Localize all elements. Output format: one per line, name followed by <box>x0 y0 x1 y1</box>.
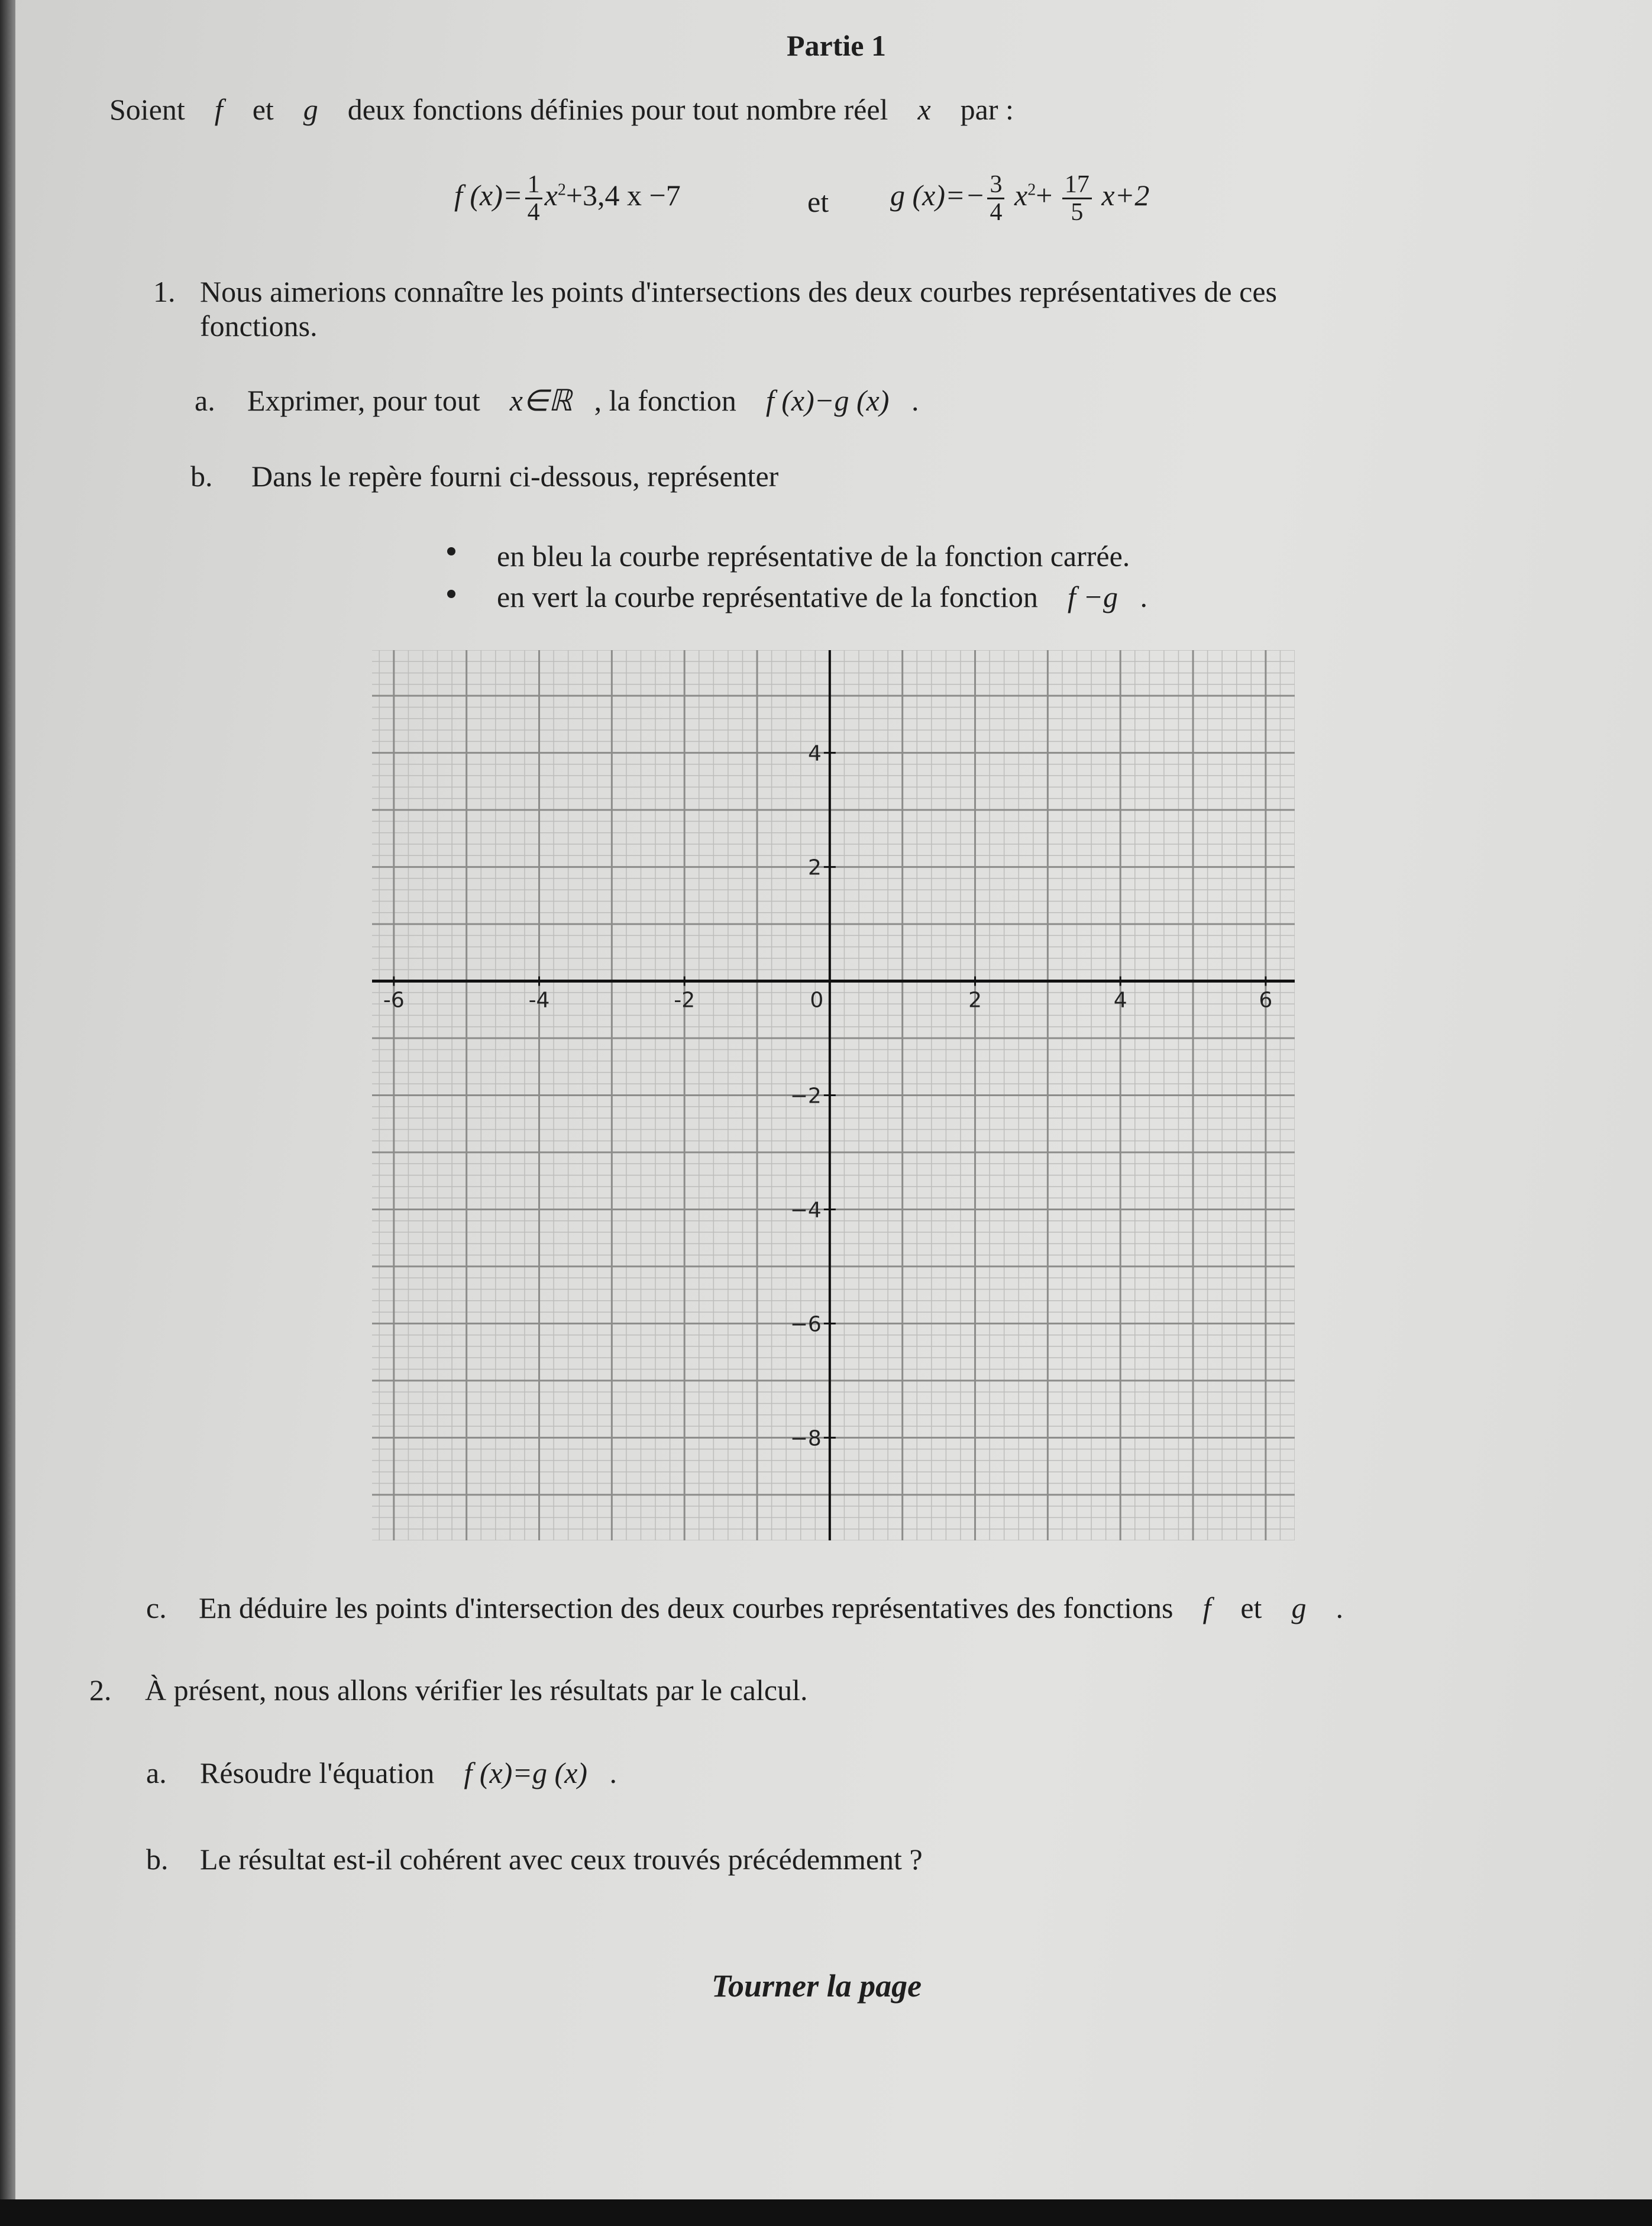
y-tick-label: −8 <box>790 1426 822 1451</box>
fraction <box>525 172 542 225</box>
y-tick-label: −2 <box>790 1084 822 1109</box>
q1-line2: fonctions. <box>200 309 318 343</box>
coordinate-grid <box>372 650 1295 1540</box>
q2a-text <box>200 1758 617 1788</box>
q1c-et: et <box>1240 1591 1262 1624</box>
q1c-end: . <box>1336 1591 1343 1624</box>
bullet-1-text: en bleu la courbe représentative de la fonction carrée. <box>497 539 1130 573</box>
q2-text: À présent, nous allons vérifier les résultats par le calcul. <box>145 1673 808 1707</box>
f-rest: +3,4 x −7 <box>565 179 681 212</box>
numerator: 3 <box>987 172 1004 199</box>
q1c-text-main: En déduire les points d'intersection des deux courbes représentatives des fonctions <box>199 1591 1173 1624</box>
q1a-math-1: x∈ℝ <box>509 384 573 417</box>
exponent: 2 <box>557 180 566 199</box>
g-x: x <box>1014 179 1028 212</box>
g-lhs: g (x)=− <box>890 179 985 212</box>
q1a-label: a. <box>195 384 215 417</box>
formula-et: et <box>807 185 829 218</box>
y-tick-label: 2 <box>807 855 822 880</box>
x-tick-label: 0 <box>810 988 824 1013</box>
q2a-label: a. <box>146 1756 167 1789</box>
x-tick-label: 4 <box>1113 988 1127 1013</box>
q1a-math-2: f (x)−g (x) <box>765 384 890 417</box>
intro-suffix: par : <box>960 93 1014 126</box>
photo-edge-left <box>0 0 15 2226</box>
intro-g: g <box>303 93 318 126</box>
q1c-f: f <box>1202 1591 1211 1624</box>
q1-number: 1. <box>153 275 176 308</box>
denominator: 4 <box>527 199 540 227</box>
fraction <box>987 172 1004 225</box>
q2a-end: . <box>609 1756 618 1789</box>
fraction <box>1062 172 1092 225</box>
x-tick-label: -6 <box>383 988 405 1013</box>
bullet-2-end: . <box>1140 580 1147 613</box>
denominator: 5 <box>1071 199 1084 227</box>
intro-middle: deux fonctions définies pour tout nombre réel <box>347 93 888 126</box>
x-tick-label: 2 <box>968 988 982 1013</box>
bullet-2-math: f −g <box>1067 580 1118 613</box>
q1c-label: c. <box>146 1591 167 1624</box>
q1a-text-2: , la fonction <box>594 384 736 417</box>
y-tick-label: 4 <box>807 741 822 766</box>
q2a-math: f (x)=g (x) <box>464 1756 588 1789</box>
intro-prefix: Soient <box>109 93 185 126</box>
q1a-end: . <box>911 384 919 417</box>
bullet-2-label: en vert la courbe représentative de la fonction <box>497 580 1038 613</box>
q2a-text-main: Résoudre l'équation <box>200 1756 435 1789</box>
page-title: Partie 1 <box>787 29 886 62</box>
numerator: 1 <box>525 172 542 199</box>
q1b-label: b. <box>190 460 213 493</box>
numerator: 17 <box>1062 172 1092 199</box>
bullet-2-text <box>497 582 1147 612</box>
f-lhs: f (x)= <box>454 179 523 212</box>
y-tick-label: −4 <box>790 1198 822 1223</box>
intro-f: f <box>214 93 223 126</box>
g-rest: x+2 <box>1101 179 1150 212</box>
q2b-text: Le résultat est-il cohérent avec ceux trouvés précédemment ? <box>200 1843 923 1876</box>
q2b-label: b. <box>146 1843 169 1876</box>
x-tick-label: -4 <box>528 988 550 1013</box>
q1c-text <box>199 1593 1343 1623</box>
q2-number: 2. <box>89 1673 112 1707</box>
turn-page-note: Tourner la page <box>712 1968 922 2004</box>
bullet-dot <box>447 590 455 598</box>
g-plus: + <box>1036 179 1053 212</box>
q1-line1: Nous aimerions connaître les points d'intersections des deux courbes représentatives de ces <box>200 275 1277 308</box>
denominator: 4 <box>990 199 1003 227</box>
x-tick-label: -2 <box>674 988 696 1013</box>
q1c-g: g <box>1291 1591 1307 1624</box>
intro-et: et <box>252 93 274 126</box>
exponent: 2 <box>1027 180 1036 199</box>
formula-f <box>454 172 681 225</box>
q1a-text <box>247 386 919 415</box>
photo-edge-bottom <box>0 2199 1652 2226</box>
q1a-text-1: Exprimer, pour tout <box>247 384 480 417</box>
x-tick-label: 6 <box>1259 988 1273 1013</box>
intro-x: x <box>917 93 931 126</box>
intro-sentence <box>109 95 1014 124</box>
formula-g <box>890 172 1149 225</box>
y-tick-label: −6 <box>790 1312 822 1337</box>
f-x: x <box>544 179 558 212</box>
q1b-text: Dans le repère fourni ci-dessous, représenter <box>251 460 779 493</box>
bullet-dot <box>447 547 455 555</box>
